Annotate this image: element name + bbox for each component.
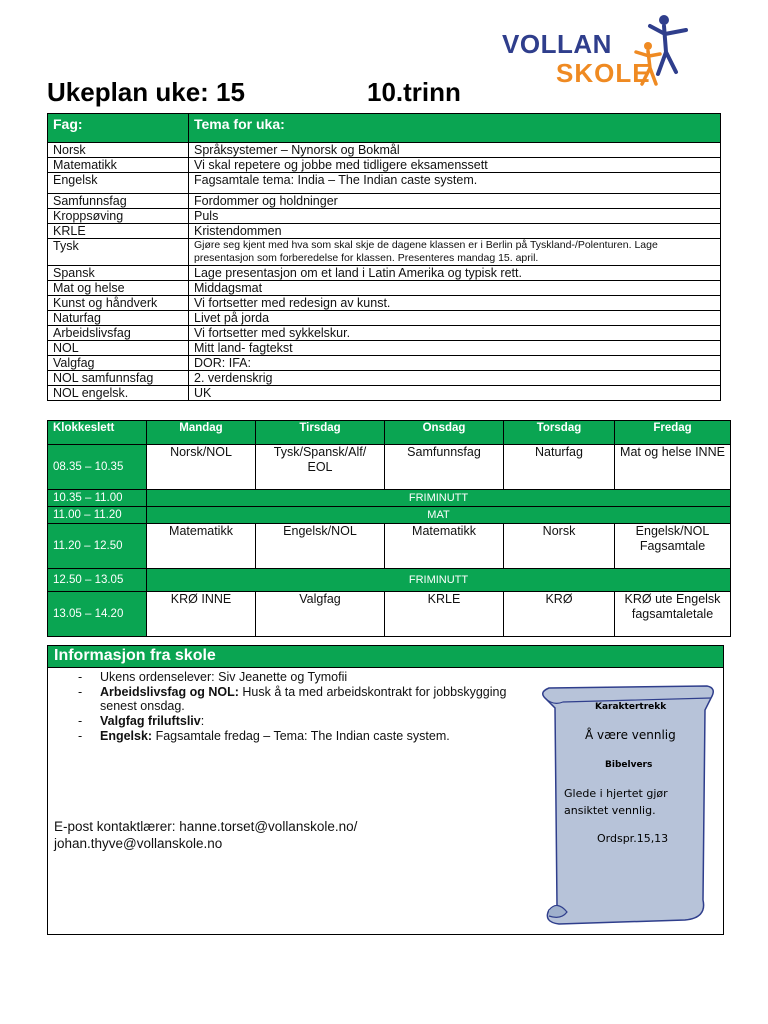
lesson-cell: Mat og helse INNE [615, 445, 731, 490]
table-row [48, 356, 721, 371]
day-header-monday: Mandag [147, 421, 256, 445]
break-cell: FRIMINUTT [147, 490, 731, 507]
subject-topic: Språksystemer – Nynorsk og Bokmål [189, 143, 721, 158]
table-row [48, 194, 721, 209]
break-cell: MAT [147, 507, 731, 524]
timetable-row [48, 507, 731, 524]
subject-topic: Fordommer og holdninger [189, 194, 721, 209]
table-row [48, 326, 721, 341]
lesson-cell: KRØ INNE [147, 592, 256, 637]
table-row [48, 311, 721, 326]
table-row [48, 158, 721, 173]
table-row [48, 143, 721, 158]
subject-name: Valgfag [48, 356, 189, 371]
logo-figures-icon [628, 12, 708, 87]
subject-topic: Middagsmat [189, 281, 721, 296]
email-line-1[interactable]: E-post kontaktlærer: hanne.torset@vollanskole.no/ [54, 819, 358, 834]
subject-name: Samfunnsfag [48, 194, 189, 209]
list-item [100, 670, 510, 684]
table-row [48, 239, 721, 266]
list-item [100, 714, 510, 728]
item-text: Fagsamtale fredag – Tema: The Indian caste system. [152, 729, 450, 743]
break-cell: FRIMINUTT [147, 569, 731, 592]
subject-topic: Fagsamtale tema: India – The Indian caste system. [189, 173, 721, 194]
subject-topic: Livet på jorda [189, 311, 721, 326]
table-row [48, 371, 721, 386]
lesson-cell: Matematikk [147, 524, 256, 569]
table-row [48, 173, 721, 194]
subject-topic: UK [189, 386, 721, 401]
logo-text-skole: SKOLE [556, 58, 651, 88]
lesson-cell: Tysk/Spansk/Alf/ EOL [256, 445, 385, 490]
lesson-cell: Engelsk/NOL [256, 524, 385, 569]
item-text: : [200, 714, 205, 728]
scroll-card [535, 684, 721, 928]
grade-title: 10.trinn [367, 77, 461, 107]
subject-topic: Vi skal repetere og jobbe med tidligere eksamenssett [189, 158, 721, 173]
subject-name: Kunst og håndverk [48, 296, 189, 311]
table-row [48, 224, 721, 239]
scroll-heading-verse: Bibelvers [605, 760, 653, 770]
timetable-row [48, 524, 731, 569]
subject-name: KRLE [48, 224, 189, 239]
topic-header: Tema for uka: [189, 114, 721, 143]
subject-topic: Puls [189, 209, 721, 224]
lesson-cell: Engelsk/NOL Fagsamtale [615, 524, 731, 569]
time-header: Klokkeslett [48, 421, 147, 445]
subject-topic: Vi fortsetter med redesign av kunst. [189, 296, 721, 311]
info-title: Informasjon fra skole [48, 646, 723, 668]
lesson-cell: Norsk/NOL [147, 445, 256, 490]
time-slot: 08.35 – 10.35 [48, 445, 147, 490]
lesson-cell: KRØ ute Engelsk fagsamtaletale [615, 592, 731, 637]
subject-topic: Mitt land- fagtekst [189, 341, 721, 356]
contact-emails [54, 818, 357, 852]
email-line-2[interactable]: johan.thyve@vollanskole.no [54, 836, 223, 851]
day-header-wednesday: Onsdag [385, 421, 504, 445]
table-row [48, 341, 721, 356]
subject-name: Kroppsøving [48, 209, 189, 224]
scroll-verse: Glede i hjertet gjør ansiktet vennlig. [564, 787, 668, 817]
subject-name: Mat og helse [48, 281, 189, 296]
timetable-row [48, 592, 731, 637]
subject-topic: Gjøre seg kjent med hva som skal skje de dagene klassen er i Berlin på Tyskland-/Polenturen. Lage presentasjon som forberedelse for klassen. Presenteres mandag 15. april. [189, 239, 721, 266]
subject-name: Arbeidslivsfag [48, 326, 189, 341]
table-row [48, 296, 721, 311]
scroll-reference: Ordspr.15,13 [597, 832, 669, 845]
table-row [48, 209, 721, 224]
list-item [100, 685, 510, 713]
lesson-cell: Samfunnsfag [385, 445, 504, 490]
lesson-cell: Norsk [504, 524, 615, 569]
item-text: Husk å ta med arbeidskontrakt for jobbskygging senest onsdag. [100, 685, 507, 713]
timetable-header-row [48, 421, 731, 445]
subject-name: NOL [48, 341, 189, 356]
time-slot: 13.05 – 14.20 [48, 592, 147, 637]
subject-name: Tysk [48, 239, 189, 266]
subjects-table [47, 113, 721, 401]
lesson-cell: KRLE [385, 592, 504, 637]
timetable-row [48, 445, 731, 490]
day-header-friday: Fredag [615, 421, 731, 445]
timetable-row [48, 490, 731, 507]
week-title: Ukeplan uke: 15 [47, 77, 245, 107]
lesson-cell: Matematikk [385, 524, 504, 569]
lesson-cell: Valgfag [256, 592, 385, 637]
subject-topic: DOR: IFA: [189, 356, 721, 371]
timetable-row [48, 569, 731, 592]
time-slot: 11.00 – 11.20 [48, 507, 147, 524]
subject-name: Matematikk [48, 158, 189, 173]
subject-name: Naturfag [48, 311, 189, 326]
info-list [48, 670, 510, 743]
item-bold: Valgfag friluftsliv [100, 714, 201, 728]
subject-topic: Lage presentasjon om et land i Latin Amerika og typisk rett. [189, 266, 721, 281]
subject-name: Spansk [48, 266, 189, 281]
list-item [100, 729, 510, 743]
scroll-heading-trait: Karaktertrekk [595, 702, 667, 712]
subject-topic: 2. verdenskrig [189, 371, 721, 386]
item-bold: Arbeidslivsfag og NOL: [100, 685, 239, 699]
time-slot: 11.20 – 12.50 [48, 524, 147, 569]
table-row [48, 266, 721, 281]
day-header-tuesday: Tirsdag [256, 421, 385, 445]
lesson-cell: Naturfag [504, 445, 615, 490]
subject-header: Fag: [48, 114, 189, 143]
subjects-header-row [48, 114, 721, 143]
time-slot: 12.50 – 13.05 [48, 569, 147, 592]
subject-name: Norsk [48, 143, 189, 158]
subject-name: Engelsk [48, 173, 189, 194]
school-logo [500, 12, 710, 87]
logo-text-vollan: VOLLAN [502, 29, 612, 59]
item-text: Ukens ordenselever: Siv Jeanette og Tymofii [100, 670, 348, 684]
table-row [48, 281, 721, 296]
scroll-trait: Å være vennlig [585, 728, 676, 742]
time-slot: 10.35 – 11.00 [48, 490, 147, 507]
subject-topic: Vi fortsetter med sykkelskur. [189, 326, 721, 341]
item-bold: Engelsk: [100, 729, 153, 743]
subject-topic: Kristendommen [189, 224, 721, 239]
table-row [48, 386, 721, 401]
lesson-cell: KRØ [504, 592, 615, 637]
subject-name: NOL samfunnsfag [48, 371, 189, 386]
timetable [47, 420, 731, 637]
day-header-thursday: Torsdag [504, 421, 615, 445]
subject-name: NOL engelsk. [48, 386, 189, 401]
